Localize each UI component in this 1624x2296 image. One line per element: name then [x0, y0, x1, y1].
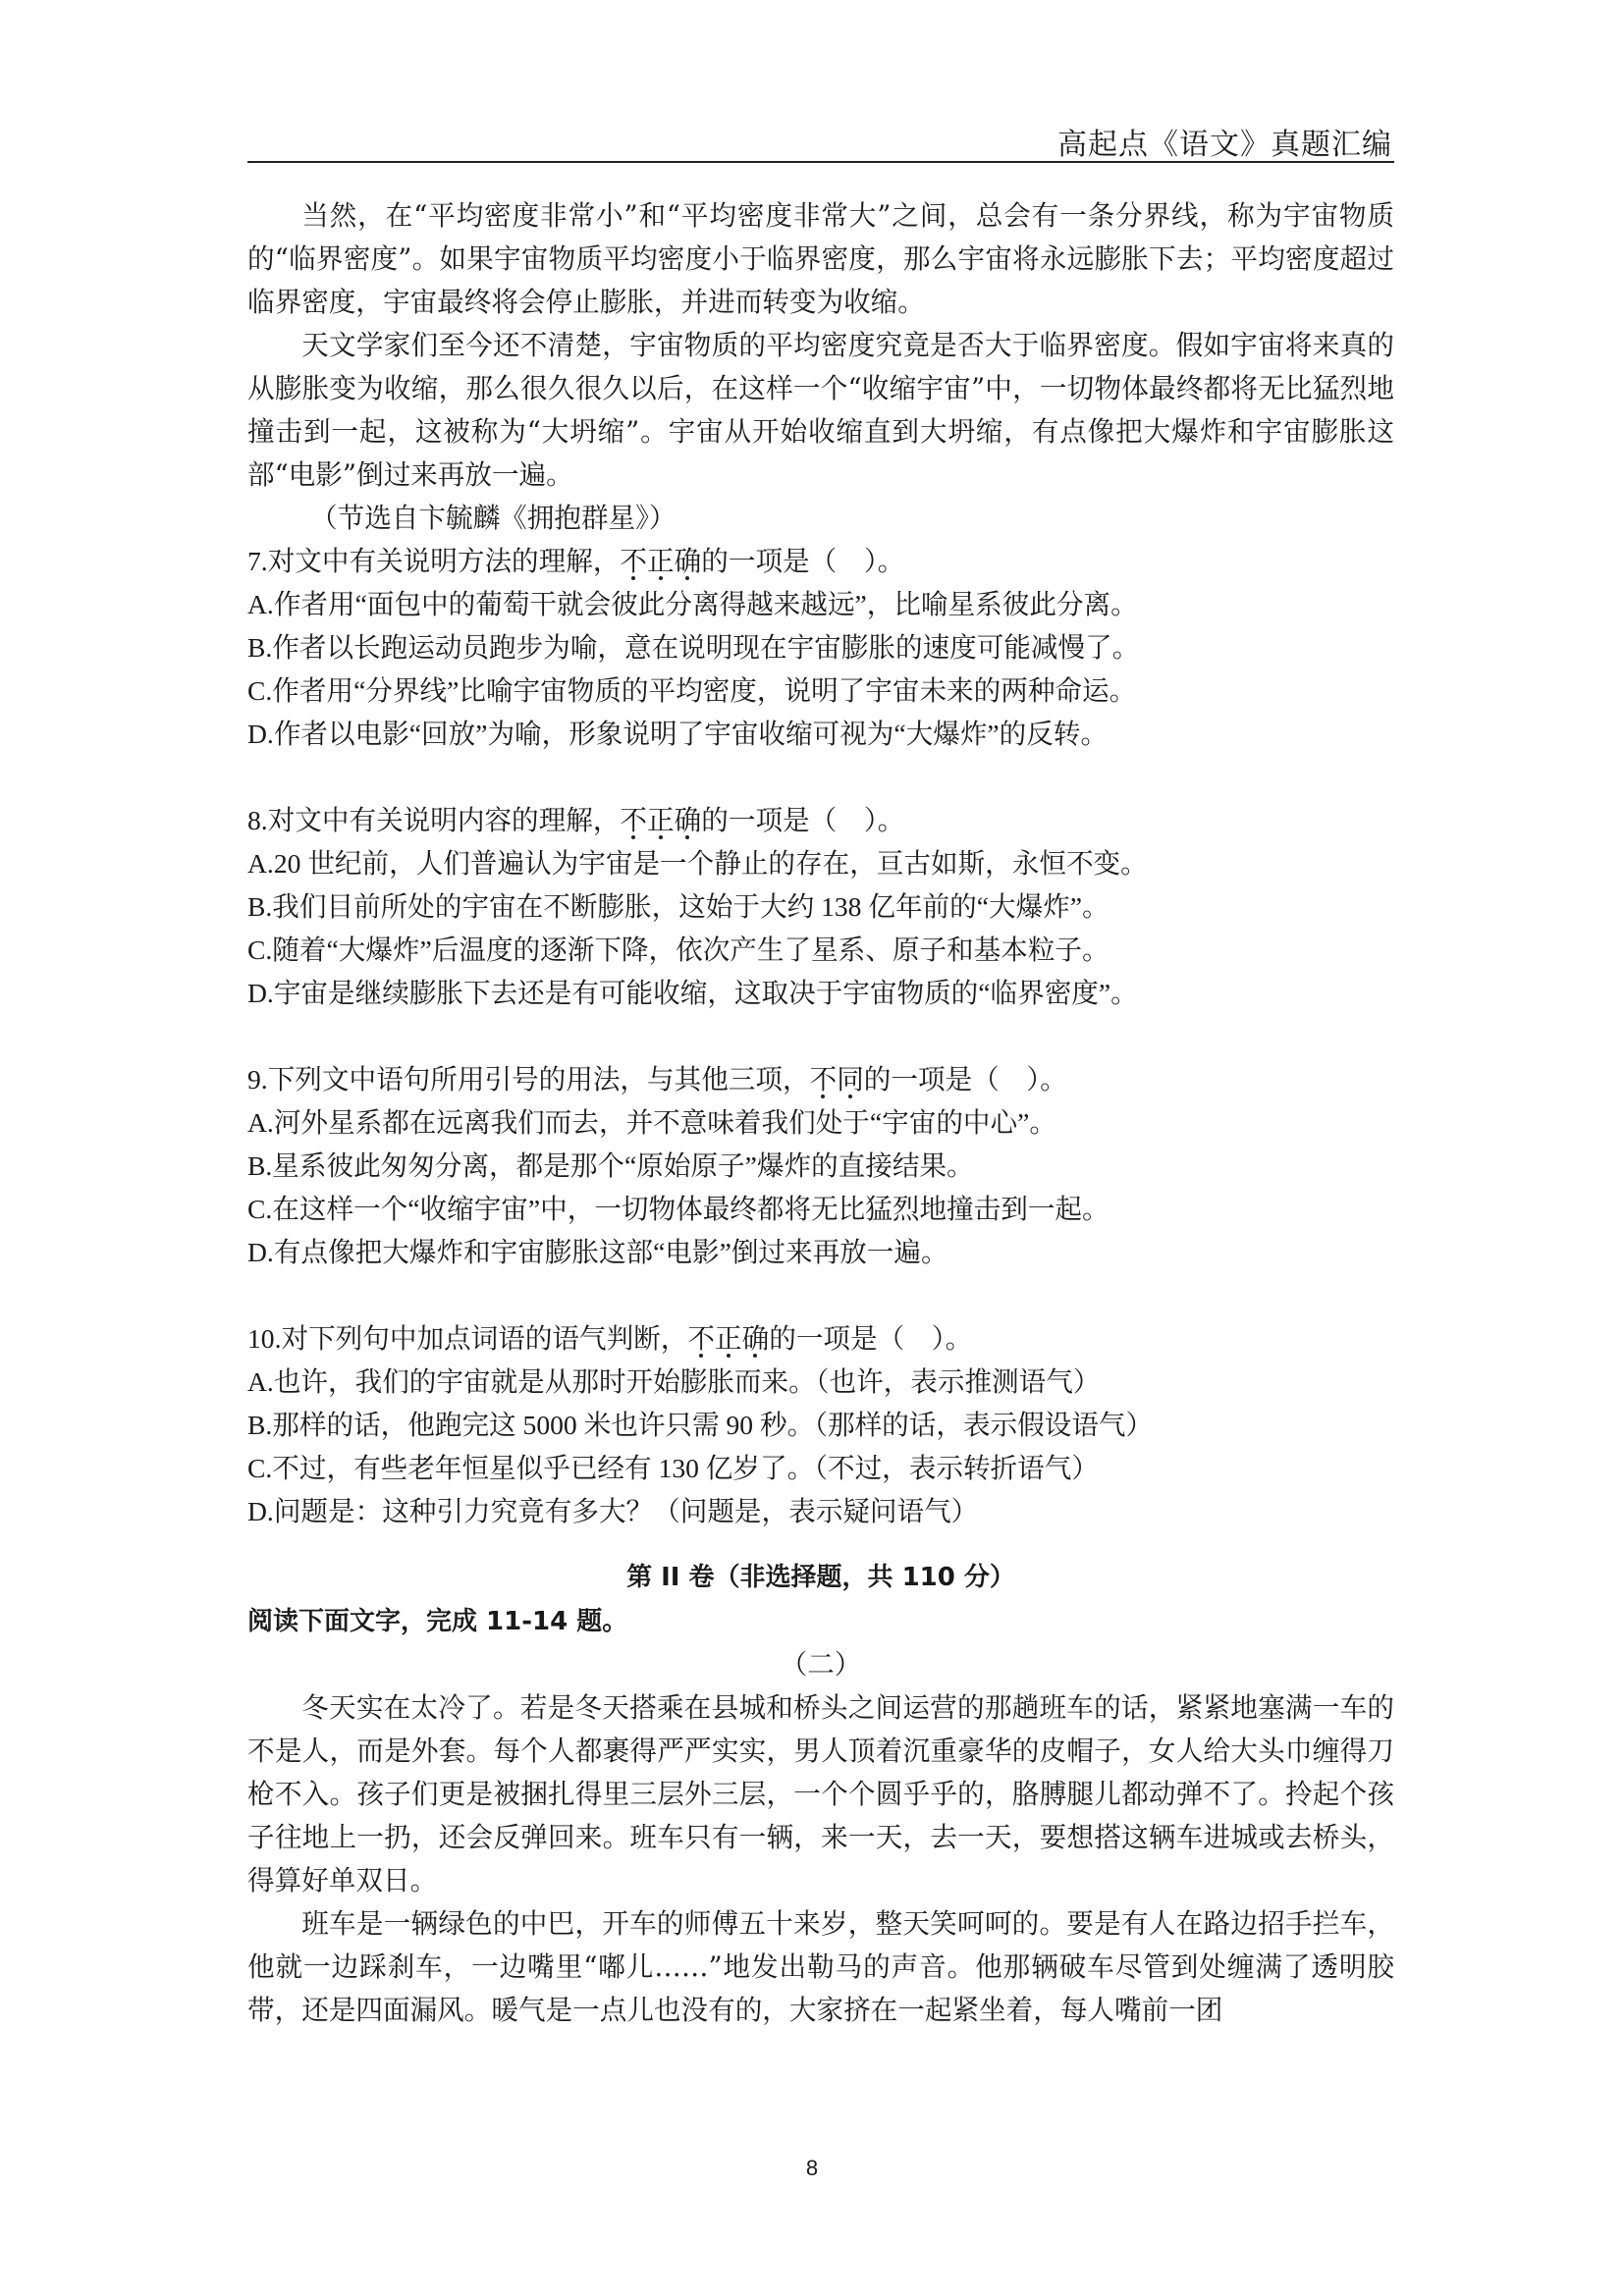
- spacer: [247, 1015, 1394, 1058]
- option-b: B.作者以长跑运动员跑步为喻，意在说明现在宇宙膨胀的速度可能减慢了。: [247, 632, 1140, 663]
- emphasis-char: 同: [837, 1064, 864, 1095]
- emphasis-char: 确: [674, 546, 702, 576]
- emphasis-char: 正: [647, 805, 675, 835]
- option-d: D.作者以电影“回放”为喻，形象说明了宇宙收缩可视为“大爆炸”的反转。: [247, 719, 1109, 749]
- option-b: B.星系彼此匆匆分离，都是那个“原始原子”爆炸的直接结果。: [247, 1150, 974, 1181]
- stem-text: 的一项是（ ）。: [701, 546, 905, 576]
- page-content: [247, 194, 1394, 2032]
- question-7: [247, 540, 1394, 756]
- stem-text: 9.下列文中语句所用引号的用法，与其他三项，: [247, 1064, 810, 1095]
- passage-paragraph: 当然，在“平均密度非常小”和“平均密度非常大”之间，总会有一条分界线，称为宇宙物质的“临界密度”。如果宇宙物质平均密度小于临界密度，那么宇宙将永远膨胀下去；平均密度超过临界密度，宇宙最终将会停止膨胀，并进而转变为收缩。: [247, 199, 1394, 318]
- stem-text: 10.对下列句中加点词语的语气判断，: [247, 1323, 688, 1354]
- passage-paragraph: 班车是一辆绿色的中巴，开车的师傅五十来岁，整天笑呵呵的。要是有人在路边招手拦车，他就一边踩刹车，一边嘴里“嘟儿……”地发出勒马的声音。他那辆破车尽管到处缠满了透明胶带，还是四面漏风。暖气是一点儿也没有的，大家挤在一起紧坐着，每人嘴前一团: [247, 1907, 1394, 2026]
- emphasis-char: 不: [620, 805, 648, 835]
- emphasis-char: 确: [674, 805, 702, 835]
- emphasis-char: 正: [715, 1323, 742, 1354]
- question-9: [247, 1058, 1394, 1274]
- page-header: [247, 118, 1394, 163]
- option-d: D.问题是：这种引力究竟有多大？（问题是，表示疑问语气）: [247, 1496, 979, 1526]
- question-10: [247, 1317, 1394, 1533]
- passage-subtitle: （二）: [780, 1648, 862, 1681]
- emphasis-char: 确: [741, 1323, 770, 1354]
- stem-text: 的一项是（ ）。: [769, 1323, 973, 1354]
- section-instruction: 阅读下面文字，完成 11-14 题。: [247, 1607, 628, 1636]
- emphasis-char: 不: [620, 546, 648, 576]
- spacer: [247, 756, 1394, 799]
- question-8: [247, 799, 1394, 1015]
- option-a: A.河外星系都在远离我们而去，并不意味着我们处于“宇宙的中心”。: [247, 1107, 1056, 1138]
- option-a: A.20 世纪前，人们普遍认为宇宙是一个静止的存在，亘古如斯，永恒不变。: [247, 848, 1148, 879]
- option-b: B.那样的话，他跑完这 5000 米也许只需 90 秒。（那样的话，表示假设语气）: [247, 1410, 1154, 1440]
- spacer: [247, 1533, 1394, 1555]
- emphasis-char: 不: [687, 1323, 716, 1354]
- option-c: C.作者用“分界线”比喻宇宙物质的平均密度，说明了宇宙未来的两种命运。: [247, 675, 1137, 706]
- spacer: [247, 1274, 1394, 1317]
- emphasis-char: 不: [809, 1064, 838, 1095]
- option-d: D.有点像把大爆炸和宇宙膨胀这部“电影”倒过来再放一遍。: [247, 1237, 948, 1267]
- passage-paragraph: 天文学家们至今还不清楚，宇宙物质的平均密度究竟是否大于临界密度。假如宇宙将来真的从膨胀变为收缩，那么很久很久以后，在这样一个“收缩宇宙”中，一切物体最终都将无比猛烈地撞击到一起，这被称为“大坍缩”。宇宙从开始收缩直到大坍缩，有点像把大爆炸和宇宙膨胀这部“电影”倒过来再放一遍。: [247, 329, 1394, 491]
- section-title: 第 II 卷（非选择题，共 110 分）: [626, 1563, 1015, 1592]
- stem-text: 的一项是（ ）。: [863, 1064, 1067, 1095]
- question-stem: [247, 799, 1394, 842]
- option-a: A.也许，我们的宇宙就是从那时开始膨胀而来。（也许，表示推测语气）: [247, 1366, 1101, 1397]
- option-c: C.不过，有些老年恒星似乎已经有 130 亿岁了。（不过，表示转折语气）: [247, 1453, 1099, 1483]
- option-c: C.随着“大爆炸”后温度的逐渐下降，依次产生了星系、原子和基本粒子。: [247, 934, 1110, 965]
- stem-text: 7.对文中有关说明方法的理解，: [247, 546, 621, 576]
- emphasis-char: 正: [647, 546, 675, 576]
- stem-text: 8.对文中有关说明内容的理解，: [247, 805, 621, 835]
- option-d: D.宇宙是继续膨胀下去还是有可能收缩，这取决于宇宙物质的“临界密度”。: [247, 978, 1138, 1008]
- option-c: C.在这样一个“收缩宇宙”中，一切物体最终都将无比猛烈地撞击到一起。: [247, 1194, 1110, 1224]
- question-stem: [247, 540, 1394, 583]
- option-b: B.我们目前所处的宇宙在不断膨胀，这始于大约 138 亿年前的“大爆炸”。: [247, 891, 1110, 922]
- stem-text: 的一项是（ ）。: [701, 805, 905, 835]
- passage-paragraph: 冬天实在太冷了。若是冬天搭乘在县城和桥头之间运营的那趟班车的话，紧紧地塞满一车的不是人，而是外套。每个人都裹得严严实实，男人顶着沉重豪华的皮帽子，女人给大头巾缠得刀枪不入。孩子们更是被捆扎得里三层外三层，一个个圆乎乎的，胳膊腿儿都动弹不了。拎起个孩子往地上一扔，还会反弹回来。班车只有一辆，来一天，去一天，要想搭这辆车进城或去桥头，得算好单双日。: [247, 1691, 1394, 1896]
- page-number: 8: [805, 2156, 819, 2180]
- option-a: A.作者用“面包中的葡萄干就会彼此分离得越来越远”，比喻星系彼此分离。: [247, 589, 1138, 619]
- question-stem: [247, 1058, 1394, 1101]
- question-stem: [247, 1317, 1394, 1361]
- header-title: 高起点《语文》真题汇编: [1057, 128, 1392, 162]
- passage-source: （节选自卞毓麟《拥抱群星》）: [310, 502, 677, 534]
